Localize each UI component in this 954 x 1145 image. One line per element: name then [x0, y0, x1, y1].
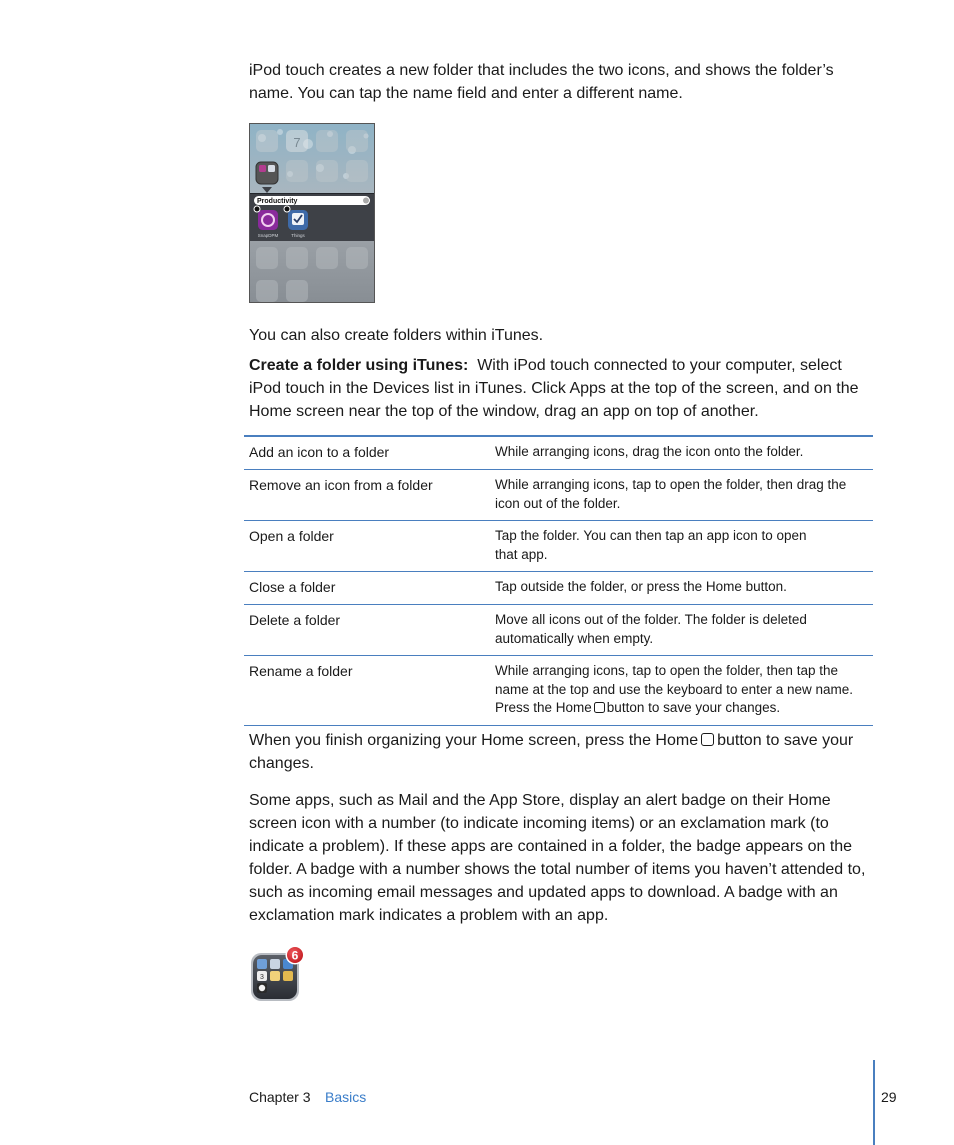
task-cell: Add an icon to a folder	[249, 444, 390, 460]
folder-screenshot	[249, 123, 375, 303]
table-row	[244, 571, 873, 604]
footer-chapter: Chapter 3	[249, 1089, 311, 1105]
table-row	[244, 520, 873, 571]
finish-paragraph	[249, 729, 874, 775]
table-row	[244, 604, 873, 655]
badge-count: 6	[291, 948, 299, 963]
task-cell: Delete a folder	[249, 612, 341, 628]
how-cell-text-a: While arranging icons, tap to open the folder, then tap the name at the top and use the keyboard to enter a new name. Press the Home	[495, 663, 853, 715]
finish-text-a: When you finish organizing your Home screen, press the Home	[249, 732, 699, 749]
badges-paragraph: Some apps, such as Mail and the App Store, display an alert badge on their Home screen icon with a number (to indicate incoming items) or an exclamation mark (to indicate a problem). If these apps are contained in a folder, the badge appears on the folder. A badge with a number shows the total number of items you haven’t attended to, such as incoming email messages and updated apps to download. A badge with an exclamation mark indicates a problem with an app.	[249, 792, 866, 924]
task-cell: Remove an icon from a folder	[249, 477, 433, 493]
screenshot-folder-name: Productivity	[257, 198, 298, 205]
footer-divider	[873, 1060, 875, 1145]
table-row	[244, 469, 873, 520]
folder-badge-icon	[249, 944, 309, 1004]
how-cell-text-b: button to save your changes.	[606, 700, 781, 715]
intro-paragraph	[249, 59, 874, 105]
finish-text-b: button to save your changes.	[249, 732, 854, 772]
itunes-note: You can also create folders within iTunes.	[249, 327, 544, 344]
intro-line-1: iPod touch creates a new folder that includes the two icons, and shows the folder’s	[249, 62, 834, 79]
task-cell: Open a folder	[249, 528, 334, 544]
screenshot-app2-label: Things	[291, 233, 305, 238]
folder-tasks-table	[244, 435, 873, 726]
task-cell: Rename a folder	[249, 663, 353, 679]
table-row	[244, 437, 873, 469]
itunes-step	[249, 354, 874, 423]
how-cell	[495, 662, 873, 718]
how-cell: Tap outside the folder, or press the Home button.	[495, 579, 787, 594]
svg-text:7: 7	[293, 135, 301, 150]
how-cell: Move all icons out of the folder. The folder is deleted automatically when empty.	[495, 612, 807, 646]
folder-with-badge-icon	[249, 944, 309, 1004]
task-cell: Close a folder	[249, 579, 336, 595]
itunes-step-body: With iPod touch connected to your computer, select iPod touch in the Devices list in iTunes. Click Apps at the top of the screen, and on the Home screen near the top of the window, drag an app on top of another.	[249, 357, 859, 420]
how-cell: While arranging icons, tap to open the folder, then drag the icon out of the folder.	[495, 477, 847, 511]
home-button-icon	[594, 702, 605, 713]
home-button-icon	[701, 733, 714, 746]
footer-section-link[interactable]: Basics	[325, 1089, 367, 1105]
screenshot-app1-label: SnapDPM	[257, 233, 279, 238]
folder-screenshot-image	[250, 124, 374, 302]
svg-text:3: 3	[260, 974, 264, 981]
how-cell: While arranging icons, drag the icon onto the folder.	[495, 444, 804, 459]
how-cell: Tap the folder. You can then tap an app icon to open that app.	[495, 528, 807, 562]
itunes-step-lead: Create a folder using iTunes:	[249, 357, 469, 374]
page-footer	[0, 1060, 954, 1145]
page-number: 29	[881, 1089, 897, 1105]
table-row	[244, 655, 873, 725]
intro-line-2: name. You can tap the name field and enter a different name.	[249, 85, 683, 102]
